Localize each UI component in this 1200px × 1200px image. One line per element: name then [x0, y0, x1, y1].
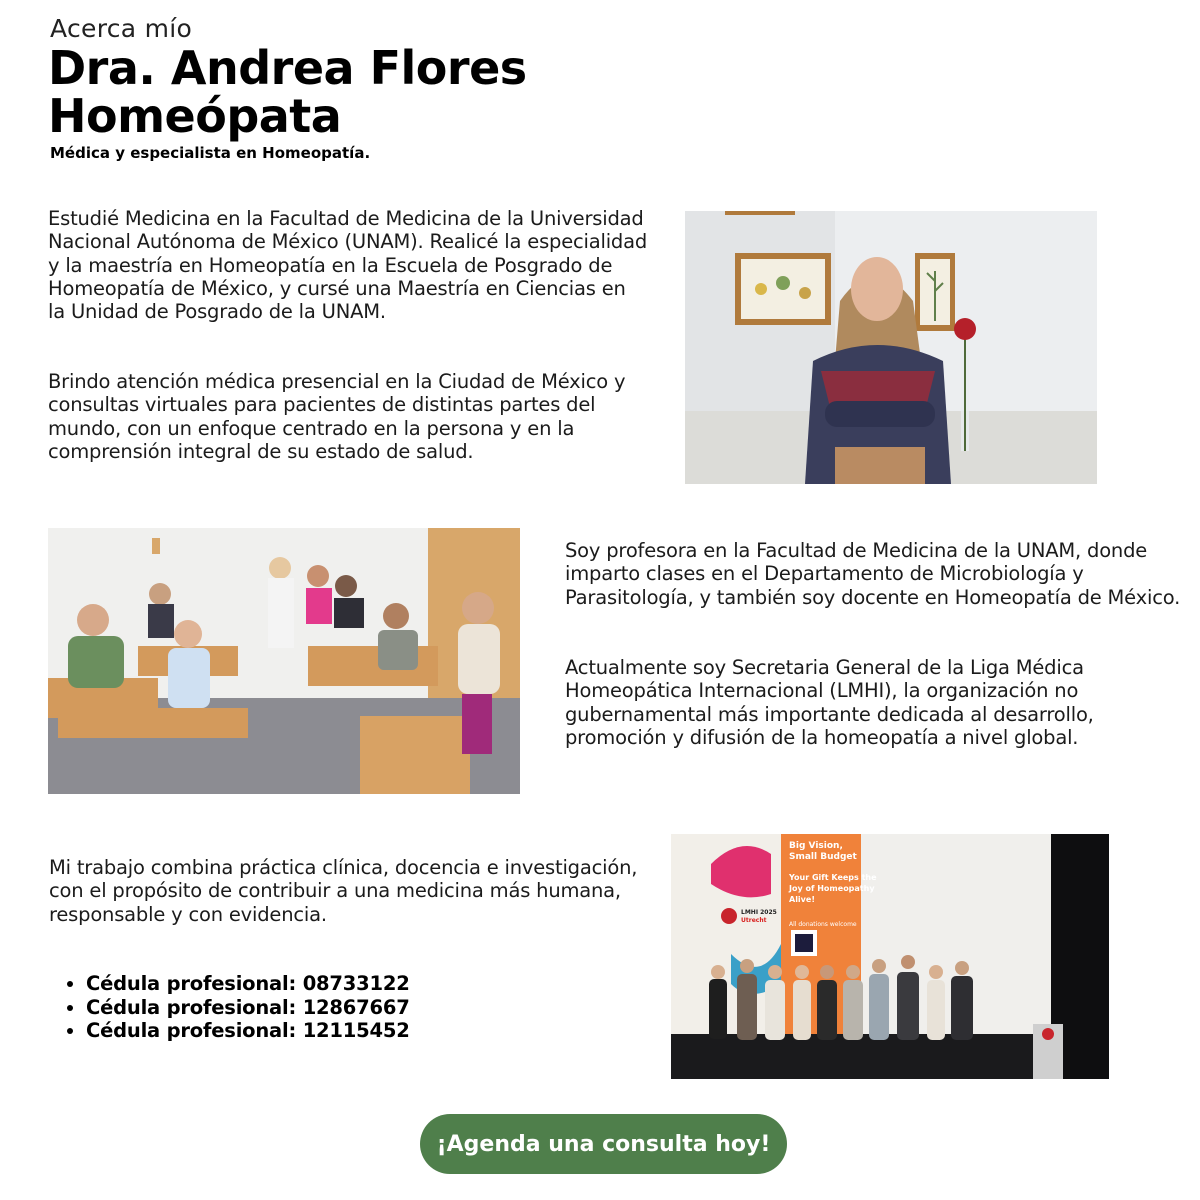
banner-text-line2: Small Budget [789, 852, 857, 862]
bio-paragraph-teaching: Soy profesora en la Facultad de Medicina de la UNAM, donde imparto clases en el Departamento de Microbiología y Parasitología, y también soy docente en Homeopatía de México. [565, 539, 1181, 609]
page-title-line-2: Homeópata [48, 89, 342, 143]
credentials-list [58, 972, 410, 1043]
portrait-illustration [685, 211, 1097, 484]
bio-paragraph-mission: Mi trabajo combina práctica clínica, docencia e investigación, con el propósito de contribuir a una medicina más humana, responsable y con evidencia. [49, 856, 638, 926]
bio-paragraph-lmhi: Actualmente soy Secretaria General de la Liga Médica Homeopática Internacional (LMHI), la organización no gubernamental más importante dedicada al desarrollo, promoción y difusión de la homeopatía a nivel global. [565, 656, 1094, 749]
page-title [48, 41, 527, 143]
credential-item: • Cédula profesional: 12115452 [86, 1019, 410, 1043]
credential-item: • Cédula profesional: 08733122 [86, 972, 410, 996]
conference-illustration [671, 834, 1109, 1079]
section-eyebrow: Acerca mío [50, 14, 193, 43]
banner-text-line1: Big Vision, [789, 841, 843, 851]
bio-paragraph-practice: Brindo atención médica presencial en la Ciudad de México y consultas virtuales para pacientes de distintas partes del mundo, con un enfoque centrado en la persona y en la comprensión integral de su estado de salud. [48, 370, 626, 463]
banner-text-line4: Joy of Homeopathy [789, 884, 875, 893]
banner-logo-text: LMHI 2025 [741, 909, 777, 916]
banner-logo-city: Utrecht [741, 917, 767, 924]
book-consultation-button[interactable]: ¡Agenda una consulta hoy! [420, 1114, 787, 1174]
conference-photo [671, 834, 1109, 1079]
bio-paragraph-education: Estudié Medicina en la Facultad de Medicina de la Universidad Nacional Autónoma de México (UNAM). Realicé la especialidad y la maestría en Homeopatía en la Escuela de Posgrado de Homeopatía de México, y cursé una Maestría en Ciencias en la Unidad de Posgrado de la UNAM. [48, 207, 648, 324]
page-title-line-1: Dra. Andrea Flores [48, 41, 527, 95]
banner-text-line6: All donations welcome [789, 921, 857, 928]
portrait-photo [685, 211, 1097, 484]
classroom-illustration [48, 528, 520, 794]
page-subtitle: Médica y especialista en Homeopatía. [50, 144, 371, 162]
credential-item: • Cédula profesional: 12867667 [86, 996, 410, 1020]
banner-text-line5: Alive! [789, 895, 815, 904]
banner-text-line3: Your Gift Keeps the [789, 873, 877, 882]
classroom-photo [48, 528, 520, 794]
